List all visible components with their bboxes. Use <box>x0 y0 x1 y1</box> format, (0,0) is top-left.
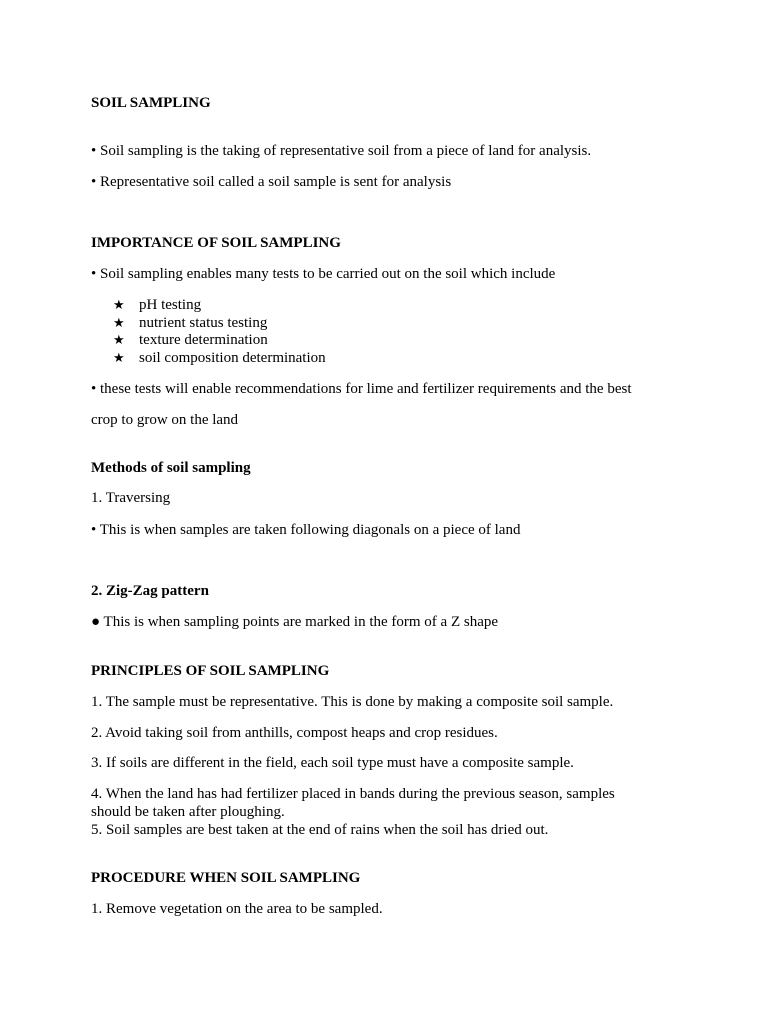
test-list-item <box>113 349 326 368</box>
test-list-item <box>113 331 268 350</box>
star-icon: ★ <box>113 351 125 366</box>
method-1-title: 1. Traversing <box>91 490 171 506</box>
method-2-description: ● This is when sampling points are marked in the form of a Z shape <box>91 614 499 630</box>
principle-2: 2. Avoid taking soil from anthills, compost heaps and crop residues. <box>91 725 498 741</box>
principle-4: 4. When the land has had fertilizer placed in bands during the previous season, samples should be taken after ploughing. <box>91 786 615 820</box>
intro-bullet-2: • Representative soil called a soil sample is sent for analysis <box>91 174 452 190</box>
heading-principles: PRINCIPLES OF SOIL SAMPLING <box>91 663 330 679</box>
test-label: nutrient status testing <box>139 315 268 331</box>
principle-3: 3. If soils are different in the field, each soil type must have a composite sample. <box>91 755 574 771</box>
test-label: pH testing <box>139 297 202 313</box>
method-2-title: 2. Zig-Zag pattern <box>91 583 209 599</box>
heading-soil-sampling: SOIL SAMPLING <box>91 95 211 111</box>
star-icon: ★ <box>113 333 125 348</box>
heading-procedure: PROCEDURE WHEN SOIL SAMPLING <box>91 870 361 886</box>
importance-after-line-2: crop to grow on the land <box>91 412 239 428</box>
importance-lead: • Soil sampling enables many tests to be carried out on the soil which include <box>91 266 556 282</box>
procedure-step-1: 1. Remove vegetation on the area to be sampled. <box>91 901 383 917</box>
method-1-description: • This is when samples are taken following diagonals on a piece of land <box>91 522 521 538</box>
star-icon: ★ <box>113 298 125 313</box>
test-label: texture determination <box>139 332 268 348</box>
intro-bullet-1: • Soil sampling is the taking of representative soil from a piece of land for analysis. <box>91 143 592 159</box>
star-icon: ★ <box>113 316 125 331</box>
heading-importance: IMPORTANCE OF SOIL SAMPLING <box>91 235 341 251</box>
test-label: soil composition determination <box>139 350 326 366</box>
test-list-item <box>113 296 201 315</box>
heading-methods: Methods of soil sampling <box>91 460 251 476</box>
importance-after-line-1: • these tests will enable recommendations for lime and fertilizer requirements and the best <box>91 381 632 397</box>
principle-5: 5. Soil samples are best taken at the end of rains when the soil has dried out. <box>91 822 549 838</box>
principle-1: 1. The sample must be representative. This is done by making a composite soil sample. <box>91 694 614 710</box>
